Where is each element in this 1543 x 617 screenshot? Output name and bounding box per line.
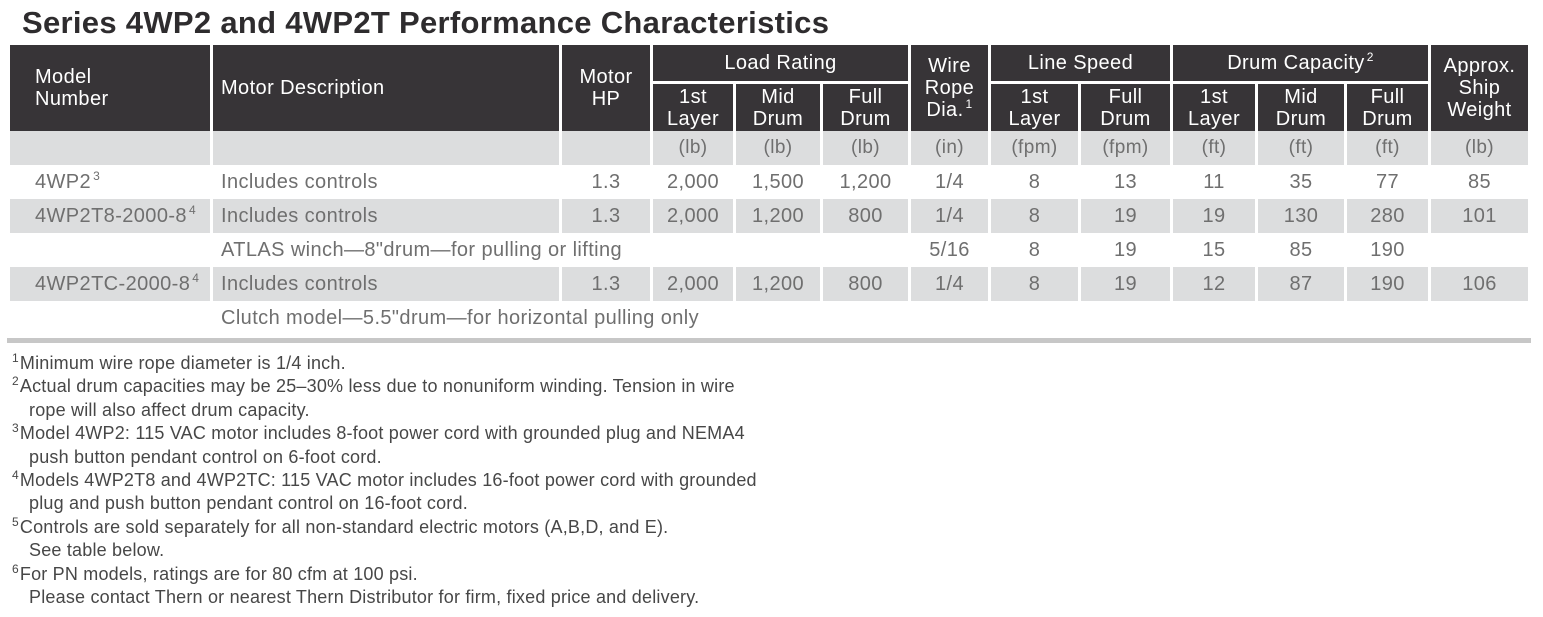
value-cell: 8 bbox=[1028, 171, 1041, 193]
footnote-line: See table below. bbox=[29, 540, 165, 561]
table-bottom-rule bbox=[7, 338, 1531, 343]
footnote-6 bbox=[12, 563, 1543, 610]
unit-cell: (ft) bbox=[1258, 131, 1344, 165]
value-cell: 130 bbox=[1258, 199, 1344, 233]
value-cell: 13 bbox=[1113, 171, 1138, 193]
value-cell bbox=[1347, 301, 1428, 335]
footnote-line: Please contact Thern or nearest Thern Distributor for firm, fixed price and delivery. bbox=[29, 587, 700, 608]
col-subheader: Full Drum bbox=[823, 81, 908, 131]
value-cell: 11 bbox=[1203, 171, 1225, 193]
value-cell: 280 bbox=[1347, 199, 1428, 233]
value-cell: 2,000 bbox=[666, 171, 720, 193]
col-header-load-rating: Load Rating bbox=[653, 45, 908, 81]
value-cell: 85 bbox=[1289, 239, 1313, 261]
unit-cell: (lb) bbox=[736, 131, 820, 165]
unit-cell: (lb) bbox=[653, 131, 733, 165]
col-header-line-speed: Line Speed bbox=[991, 45, 1170, 81]
value-cell: 19 bbox=[1113, 239, 1138, 261]
value-cell bbox=[1431, 301, 1528, 335]
footnote-5 bbox=[12, 516, 1543, 563]
footnote-line: rope will also affect drum capacity. bbox=[29, 399, 310, 420]
col-header-ship-weight: Approx. Ship Weight bbox=[1431, 45, 1528, 131]
value-cell: 1,200 bbox=[736, 267, 820, 301]
performance-table bbox=[7, 45, 1531, 335]
value-cell: 800 bbox=[823, 267, 908, 301]
description-cell: Includes controls bbox=[213, 267, 559, 301]
unit-cell: (fpm) bbox=[991, 131, 1078, 165]
table-row bbox=[10, 165, 1528, 199]
model-cell: 4WP2T8-2000-8 $^4$ bbox=[10, 199, 210, 233]
footnote-3 bbox=[12, 422, 1543, 469]
model-cell: 4WP2TC-2000-8 $^4$ bbox=[10, 267, 210, 301]
value-cell: 1/4 bbox=[934, 171, 964, 193]
footnote-1 bbox=[12, 352, 1543, 375]
unit-cell bbox=[10, 131, 210, 165]
value-cell: 101 bbox=[1431, 199, 1528, 233]
table-row bbox=[10, 199, 1528, 233]
value-cell: 5/16 bbox=[929, 239, 970, 261]
value-cell: 1/4 bbox=[911, 199, 988, 233]
value-cell: 19 bbox=[1081, 199, 1170, 233]
value-cell: 15 bbox=[1202, 239, 1226, 261]
model-cell: 4WP2 $^3$ bbox=[35, 169, 101, 193]
col-subheader: 1st Layer bbox=[1173, 81, 1255, 131]
footnotes bbox=[12, 352, 1543, 609]
value-cell: 2,000 bbox=[653, 199, 733, 233]
col-subheader: Full Drum bbox=[1081, 81, 1170, 131]
footnote-4 bbox=[12, 469, 1543, 516]
note-cell: Clutch model—5.5"drum—for horizontal pulling only bbox=[221, 307, 700, 329]
value-cell: 85 bbox=[1467, 171, 1492, 193]
unit-cell: (ft) bbox=[1173, 131, 1255, 165]
value-cell: 8 bbox=[991, 267, 1078, 301]
footnote-line: plug and push button pendant control on 16-foot cord. bbox=[29, 493, 468, 514]
unit-cell: (fpm) bbox=[1081, 131, 1170, 165]
value-cell bbox=[911, 301, 988, 335]
footnote-line: $^6$For PN models, ratings are for 80 cfm at 100 psi. bbox=[12, 561, 418, 584]
unit-cell bbox=[213, 131, 559, 165]
footnote-line: $^1$Minimum wire rope diameter is 1/4 inch. bbox=[12, 351, 346, 373]
table-row bbox=[10, 301, 1528, 335]
footnote-line: $^2$Actual drum capacities may be 25–30% less due to nonuniform winding. Tension in wire bbox=[12, 374, 735, 397]
unit-cell: (lb) bbox=[1431, 131, 1528, 165]
description-cell: Includes controls bbox=[221, 171, 378, 193]
value-cell: 1/4 bbox=[911, 267, 988, 301]
value-cell bbox=[1081, 301, 1170, 335]
col-header-motor-description: Motor Description bbox=[213, 45, 559, 131]
value-cell: 1,500 bbox=[751, 171, 805, 193]
col-subheader: Mid Drum bbox=[736, 81, 820, 131]
unit-cell: (lb) bbox=[823, 131, 908, 165]
table-row bbox=[10, 233, 1528, 267]
page-title: Series 4WP2 and 4WP2T Performance Characteristics bbox=[22, 5, 830, 40]
value-cell bbox=[991, 301, 1078, 335]
value-cell: 1,200 bbox=[736, 199, 820, 233]
col-header-motor-hp: Motor HP bbox=[562, 45, 650, 131]
value-cell: 800 bbox=[823, 199, 908, 233]
description-cell: Includes controls bbox=[213, 199, 559, 233]
footnote-line: push button pendant control on 6-foot cord. bbox=[29, 446, 382, 467]
value-cell: 190 bbox=[1370, 239, 1405, 261]
value-cell: 1.3 bbox=[562, 199, 650, 233]
model-cell bbox=[10, 301, 210, 335]
col-subheader: Full Drum bbox=[1347, 81, 1428, 131]
value-cell: 190 bbox=[1347, 267, 1428, 301]
value-cell bbox=[1431, 233, 1528, 267]
col-header-model-number: Model Number bbox=[10, 45, 210, 131]
table-row bbox=[10, 267, 1528, 301]
value-cell: 12 bbox=[1173, 267, 1255, 301]
value-cell: 106 bbox=[1431, 267, 1528, 301]
value-cell: 1.3 bbox=[562, 267, 650, 301]
value-cell: 35 bbox=[1289, 171, 1313, 193]
value-cell bbox=[1173, 301, 1255, 335]
footnote-line: $^4$Models 4WP2T8 and 4WP2TC: 115 VAC motor includes 16-foot power cord with grounded bbox=[12, 468, 757, 491]
header-row-top bbox=[10, 45, 1528, 81]
col-subheader: 1st Layer bbox=[991, 81, 1078, 131]
unit-cell: (ft) bbox=[1347, 131, 1428, 165]
col-subheader: Mid Drum bbox=[1258, 81, 1344, 131]
units-row bbox=[10, 131, 1528, 165]
value-cell: 19 bbox=[1173, 199, 1255, 233]
unit-cell: (in) bbox=[911, 131, 988, 165]
footnote-2 bbox=[12, 375, 1543, 422]
value-cell: 77 bbox=[1375, 171, 1400, 193]
col-subheader: 1st Layer bbox=[653, 81, 733, 131]
value-cell: 19 bbox=[1081, 267, 1170, 301]
unit-cell bbox=[562, 131, 650, 165]
model-cell bbox=[10, 233, 210, 267]
value-cell bbox=[1258, 301, 1344, 335]
footnote-line: $^3$Model 4WP2: 115 VAC motor includes 8-foot power cord with grounded plug and NEMA4 bbox=[12, 421, 745, 444]
value-cell: 87 bbox=[1258, 267, 1344, 301]
value-cell: 8 bbox=[991, 199, 1078, 233]
note-cell: ATLAS winch—8"drum—for pulling or lifting bbox=[221, 239, 623, 261]
col-header-drum-capacity: Drum Capacity $^2$ bbox=[1173, 45, 1428, 81]
value-cell: 1,200 bbox=[839, 171, 892, 193]
col-header-wire-rope-dia: Wire Rope Dia. $^1$ bbox=[911, 45, 988, 131]
footnote-line: $^5$Controls are sold separately for all non-standard electric motors (A,B,D, and E). bbox=[12, 514, 669, 537]
value-cell: 1.3 bbox=[591, 171, 621, 193]
value-cell: 2,000 bbox=[653, 267, 733, 301]
value-cell: 8 bbox=[1028, 239, 1041, 261]
